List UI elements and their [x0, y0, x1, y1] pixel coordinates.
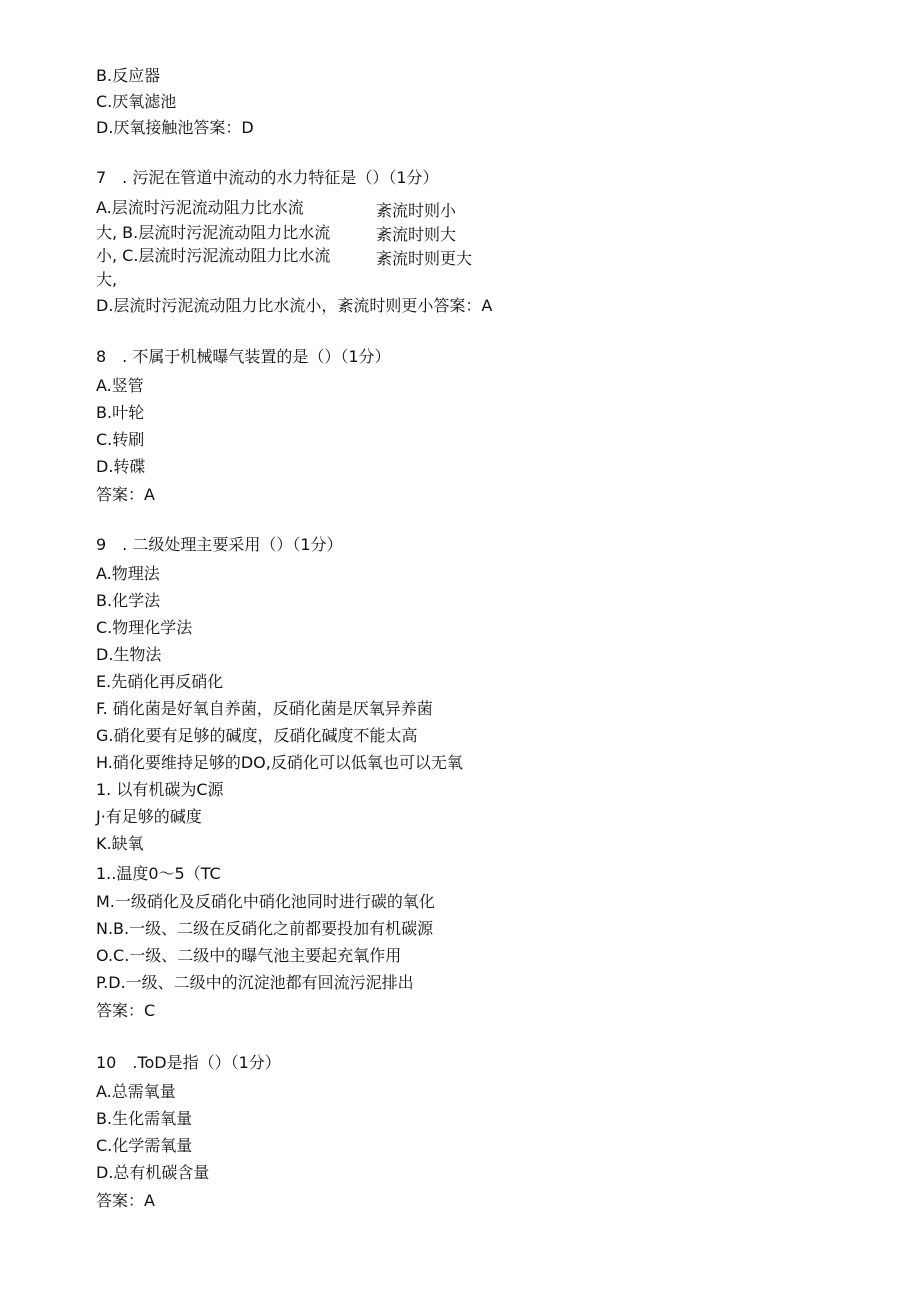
q7-right-line: 紊流时则更大	[376, 249, 473, 268]
q9-option: G.硝化要有足够的碱度，反硝化碱度不能太高	[96, 726, 418, 745]
q9-option: B.化学法	[96, 591, 161, 610]
q9-option: 1..温度0～5（TC	[96, 864, 221, 883]
q9-option: D.生物法	[96, 645, 162, 664]
q9-option: J·有足够的碱度	[96, 807, 202, 826]
q10-answer: 答案：A	[96, 1191, 155, 1210]
q10-option: B.生化需氧量	[96, 1109, 193, 1128]
q9-option: H.硝化要维持足够的DO,反硝化可以低氧也可以无氧	[96, 753, 463, 772]
q10-option: D.总有机碳含量	[96, 1163, 210, 1182]
q6-option-c: C.厌氧滤池	[96, 92, 177, 111]
q9-option: P.D.一级、二级中的沉淀池都有回流污泥排出	[96, 973, 414, 992]
q9-option: F. 硝化菌是好氧自养菌，反硝化菌是厌氧异养菌	[96, 699, 433, 718]
q9-option: A.物理法	[96, 564, 160, 583]
q9-option: N.B.一级、二级在反硝化之前都要投加有机碳源	[96, 919, 434, 938]
q9-option: 1. 以有机碳为C源	[96, 780, 224, 799]
q8-option: D.转碟	[96, 457, 146, 476]
q9-option: O.C.一级、二级中的曝气池主要起充氧作用	[96, 946, 402, 965]
q6-option-b: B.反应器	[96, 66, 161, 85]
q8-option: B.叶轮	[96, 403, 145, 422]
q10-option: A.总需氧量	[96, 1082, 176, 1101]
q9-answer: 答案：C	[96, 1001, 156, 1020]
q7-left-line: 大, B.层流时污泥流动阻力比水流	[96, 223, 331, 242]
q8-option: C.转刷	[96, 430, 145, 449]
q10-stem: 10 .ToD是指（）（1分）	[96, 1053, 281, 1072]
q7-stem: 7 . 污泥在管道中流动的水力特征是（）（1分）	[96, 168, 439, 187]
q7-left-line: 大,	[96, 270, 118, 289]
q7-left-line: 小, C.层流时污泥流动阻力比水流	[96, 246, 331, 265]
q7-right-line: 紊流时则大	[376, 225, 457, 244]
q8-stem: 8 . 不属于机械曝气装置的是（）（1分）	[96, 347, 391, 366]
q7-right-line: 紊流时则小	[376, 201, 457, 220]
q9-option: C.物理化学法	[96, 618, 193, 637]
q7-left-line: A.层流时污泥流动阻力比水流	[96, 198, 304, 217]
q10-option: C.化学需氧量	[96, 1136, 193, 1155]
q9-option: K.缺氧	[96, 834, 144, 853]
q8-answer: 答案：A	[96, 485, 155, 504]
q9-option: E.先硝化再反硝化	[96, 672, 224, 691]
q8-option: A.竖管	[96, 376, 144, 395]
q9-option: M.一级硝化及反硝化中硝化池同时进行碳的氧化	[96, 892, 435, 911]
q7-option-d-answer: D.层流时污泥流动阻力比水流小，紊流时则更小答案：A	[96, 296, 493, 315]
q9-stem: 9 . 二级处理主要采用（）（1分）	[96, 535, 343, 554]
q6-option-d-answer: D.厌氧接触池答案：D	[96, 118, 254, 137]
